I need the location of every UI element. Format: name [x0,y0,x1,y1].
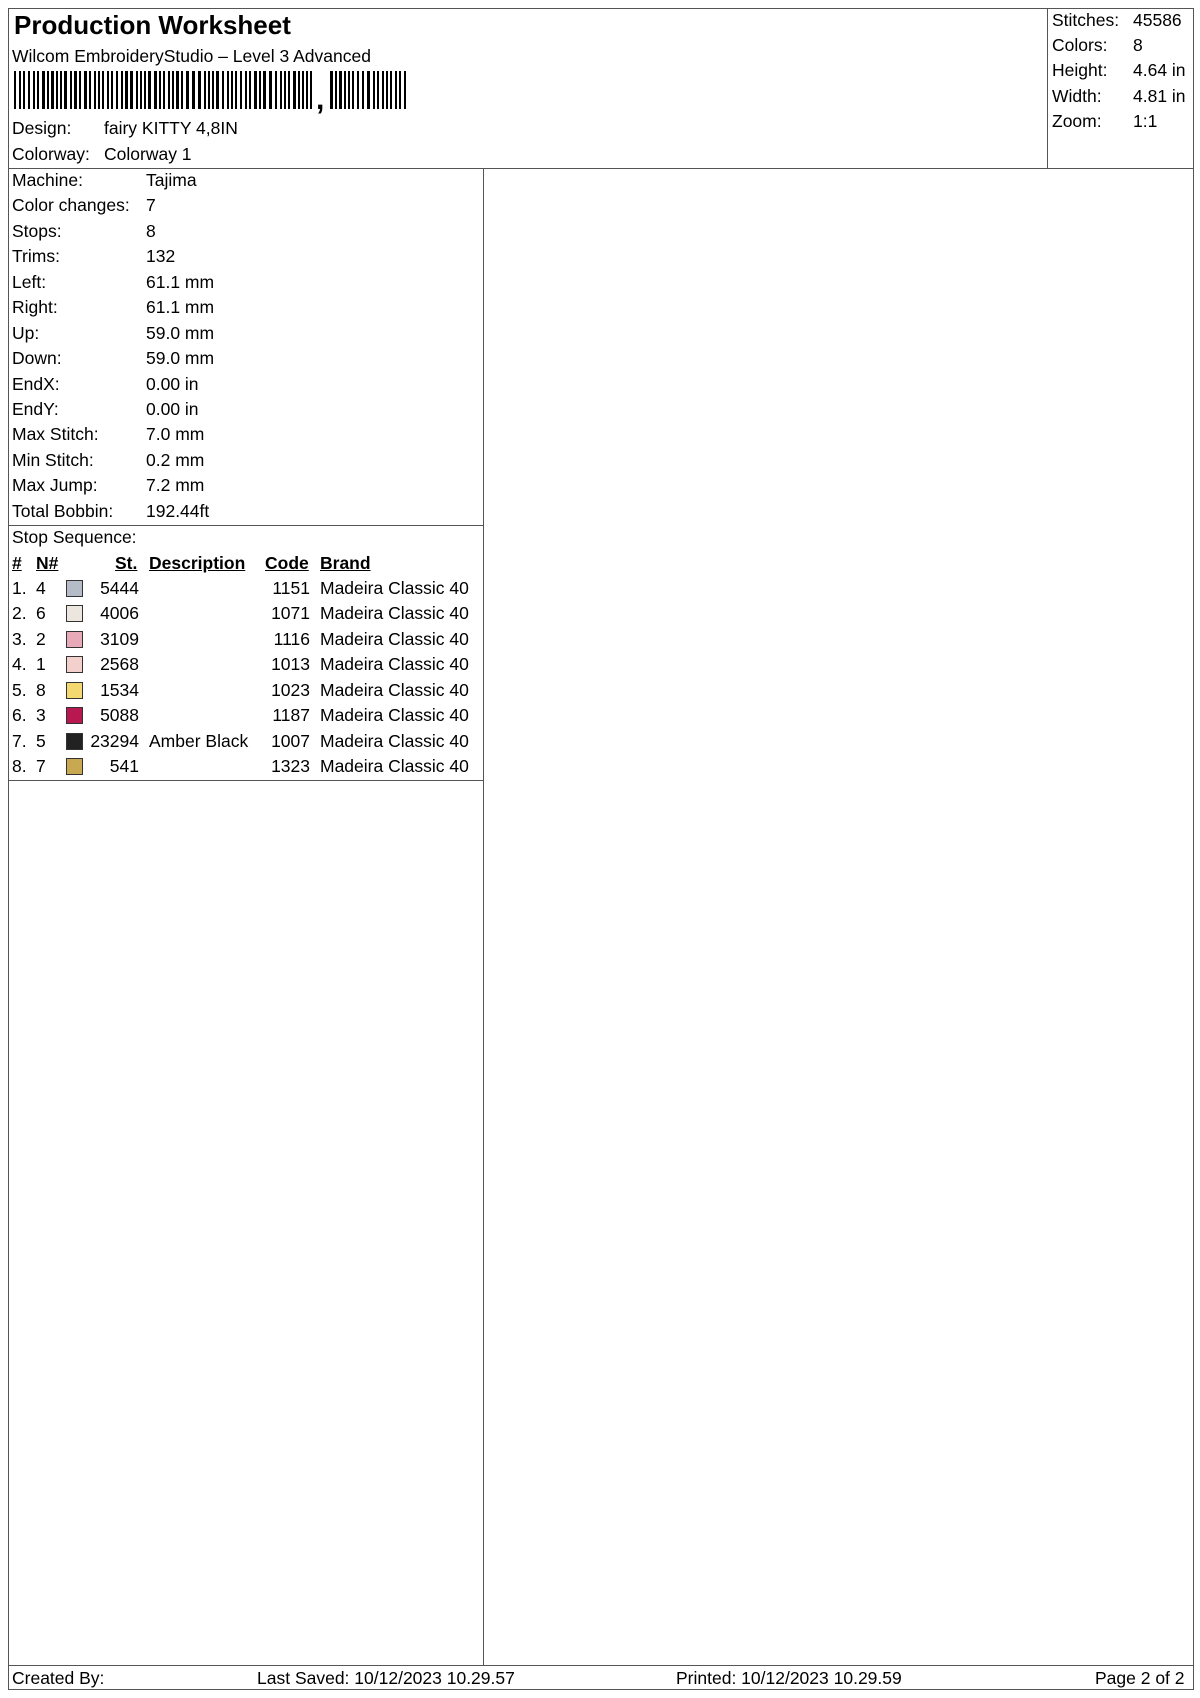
barcode-bar [222,71,224,109]
thread-code: 1013 [271,654,310,674]
color-swatch [66,656,83,673]
row-number: 6. [12,705,27,725]
barcode-bar [235,71,237,109]
barcode-bar [176,71,179,109]
stat-label: Stitches: [1052,10,1120,30]
barcode-bar [352,71,354,109]
thread-brand: Madeira Classic 40 [320,680,469,700]
barcode-bar [74,71,77,109]
design-value: fairy KITTY 4,8IN [104,118,238,138]
machine-info-value: Tajima [146,170,197,190]
divider [483,168,484,1666]
barcode-bar [144,71,146,109]
barcode-bar [310,71,312,109]
barcode-bar [89,71,91,109]
machine-info-value: 0.00 in [146,374,199,394]
barcode-bar [47,71,49,109]
barcode-bar [254,71,257,109]
barcode-bar [344,71,346,109]
thread-code: 1323 [271,756,310,776]
needle-number: 5 [36,731,46,751]
needle-number: 1 [36,654,46,674]
barcode-bar [382,71,384,109]
page-title: Production Worksheet [14,10,291,40]
barcode-bar [293,71,296,109]
stat-value: 8 [1133,35,1143,55]
machine-info-value: 7 [146,195,156,215]
barcode-bar [288,71,290,109]
needle-number: 4 [36,578,46,598]
stat-value: 4.64 in [1133,60,1186,80]
color-swatch [66,733,83,750]
machine-info-label: Trims: [12,246,60,266]
barcode-bar [121,71,123,109]
divider [8,1665,1194,1666]
barcode-bar [130,71,133,109]
barcode-bar [84,71,87,109]
machine-info-label: Left: [12,272,47,292]
barcode-bar [284,71,286,109]
needle-number: 7 [36,756,46,776]
barcode-bar [386,71,388,109]
stitch-count: 5444 [100,578,139,598]
barcode-suffix: , [316,83,325,116]
barcode-bar [306,71,308,109]
barcode-bar [51,71,54,109]
machine-info-value: 59.0 mm [146,323,215,343]
needle-number: 2 [36,629,46,649]
barcode-bar [198,71,201,109]
barcode-bar [208,71,210,109]
table-row [0,756,480,781]
barcode-bar [357,71,359,109]
barcode-bar [259,71,261,109]
machine-info-label: Min Stitch: [12,450,94,470]
barcode-bar [37,71,39,109]
thread-brand: Madeira Classic 40 [320,705,469,725]
row-number: 3. [12,629,27,649]
thread-code: 1187 [272,705,310,725]
barcode-bar [302,71,304,109]
thread-brand: Madeira Classic 40 [320,654,469,674]
printed-date: Printed: 10/12/2023 10.29.59 [676,1668,902,1688]
color-swatch [66,682,83,699]
machine-info-label: Down: [12,348,62,368]
barcode-bar [399,71,401,109]
thread-description: Amber Black [149,731,249,751]
barcode-bar [23,71,25,109]
barcode-bar [111,71,113,109]
color-swatch [66,707,83,724]
color-swatch [66,580,83,597]
machine-info-label: Up: [12,323,40,343]
machine-info-value: 7.2 mm [146,475,205,495]
barcode-bar [102,71,104,109]
thread-brand: Madeira Classic 40 [320,756,469,776]
row-number: 8. [12,756,27,776]
barcode-bar [240,71,242,109]
machine-info-value: 61.1 mm [146,297,215,317]
machine-info-label: Color changes: [12,195,130,215]
machine-info-value: 0.2 mm [146,450,205,470]
barcode-bar [98,71,100,109]
stat-value: 4.81 in [1133,86,1186,106]
software-name: Wilcom EmbroideryStudio – Level 3 Advanced [12,46,371,66]
barcode-bar [373,71,375,109]
barcode-bar [245,71,247,109]
divider [8,168,1194,169]
colorway-label: Colorway: [12,144,90,164]
created-by: Created By: [12,1668,105,1688]
barcode-bar [216,71,219,109]
barcode-bar [275,71,277,109]
machine-info-label: EndX: [12,374,60,394]
stat-label: Width: [1052,86,1102,106]
machine-info-value: 0.00 in [146,399,199,419]
machine-info-label: Stops: [12,221,62,241]
barcode-bar [192,71,195,109]
needle-number: 8 [36,680,46,700]
barcode-bar [42,71,45,109]
table-row [0,680,480,705]
barcode-image [14,71,409,111]
table-row [0,603,480,628]
machine-info-label: Right: [12,297,58,317]
machine-info-value: 7.0 mm [146,424,205,444]
divider [8,525,484,526]
column-header-code: Code [265,553,309,573]
stat-label: Colors: [1052,35,1108,55]
barcode-bar [377,71,379,109]
barcode-bar [249,71,251,109]
thread-brand: Madeira Classic 40 [320,578,469,598]
barcode-bar [172,71,174,109]
machine-info-label: Max Jump: [12,475,98,495]
barcode-bar [395,71,397,109]
machine-info-value: 59.0 mm [146,348,215,368]
barcode-bar [64,71,67,109]
barcode-bar [60,71,62,109]
barcode-bar [140,71,142,109]
barcode-bar [280,71,282,109]
barcode-bar [298,71,300,109]
needle-number: 3 [36,705,46,725]
thread-code: 1151 [272,578,310,598]
stat-label: Height: [1052,60,1108,80]
machine-info-label: Total Bobbin: [12,501,114,521]
needle-number: 6 [36,603,46,623]
machine-info-value: 61.1 mm [146,272,215,292]
table-row [0,731,480,756]
stitch-count: 1534 [100,680,139,700]
thread-code: 1023 [271,680,310,700]
table-row [0,654,480,679]
barcode-bar [107,71,109,109]
barcode-bar [136,71,138,109]
colorway-value: Colorway 1 [104,144,192,164]
barcode-bar [390,71,392,109]
barcode-bar [33,71,35,109]
table-row [0,578,480,603]
thread-brand: Madeira Classic 40 [320,629,469,649]
row-number: 5. [12,680,27,700]
column-header-stitches: St. [115,553,138,573]
stop-sequence-title: Stop Sequence: [12,527,137,547]
row-number: 1. [12,578,27,598]
thread-code: 1007 [271,731,310,751]
barcode-bar [330,71,333,109]
stitch-count: 541 [109,756,139,776]
row-number: 7. [12,731,27,751]
barcode-bar [204,71,206,109]
barcode-bar [94,71,96,109]
barcode-bar [339,71,342,109]
stat-label: Zoom: [1052,111,1102,131]
barcode-bar [367,71,370,109]
barcode-bar [335,71,337,109]
barcode-bar [348,71,350,109]
barcode-bar [70,71,72,109]
column-header-needle: N# [36,553,59,573]
worksheet-frame [8,8,1194,1690]
barcode-bar [116,71,118,109]
machine-info-value: 132 [146,246,176,266]
stitch-count: 3109 [100,629,139,649]
barcode-bar [14,71,16,109]
last-saved: Last Saved: 10/12/2023 10.29.57 [257,1668,515,1688]
column-header-description: Description [149,553,246,573]
barcode-bar [159,71,161,109]
barcode-bar [263,71,266,109]
color-swatch [66,605,83,622]
stitch-count: 23294 [90,731,139,751]
table-row [0,705,480,730]
stitch-count: 4006 [100,603,139,623]
column-header-num: # [12,553,22,573]
barcode-bar [231,71,233,109]
barcode-bar [404,71,406,109]
barcode-bar [227,71,229,109]
thread-code: 1071 [271,603,310,623]
machine-info-label: EndY: [12,399,59,419]
barcode-bar [168,71,170,109]
barcode-bar [269,71,272,109]
barcode-bar [154,71,157,109]
barcode-bar [181,71,183,109]
barcode-bar [362,71,364,109]
machine-info-value: 8 [146,221,156,241]
stat-value: 1:1 [1133,111,1158,131]
thread-brand: Madeira Classic 40 [320,731,469,751]
barcode-bar [79,71,81,109]
barcode-bar [186,71,189,109]
barcode-bar [212,71,214,109]
barcode-bar [148,71,151,109]
stitch-count: 2568 [100,654,139,674]
machine-info-value: 192.44ft [146,501,210,521]
machine-info-label: Max Stitch: [12,424,99,444]
thread-code: 1116 [273,629,310,649]
stat-value: 45586 [1133,10,1182,30]
page-number: Page 2 of 2 [1095,1668,1185,1688]
machine-info-label: Machine: [12,170,84,190]
row-number: 2. [12,603,27,623]
table-row [0,629,480,654]
barcode-bar [19,71,21,109]
barcode-bar [163,71,165,109]
color-swatch [66,631,83,648]
stitch-count: 5088 [100,705,139,725]
design-label: Design: [12,118,72,138]
column-header-brand: Brand [320,553,371,573]
thread-brand: Madeira Classic 40 [320,603,469,623]
barcode-bar [56,71,58,109]
row-number: 4. [12,654,27,674]
barcode-bar [28,71,30,109]
barcode-bar [125,71,128,109]
color-swatch [66,758,83,775]
